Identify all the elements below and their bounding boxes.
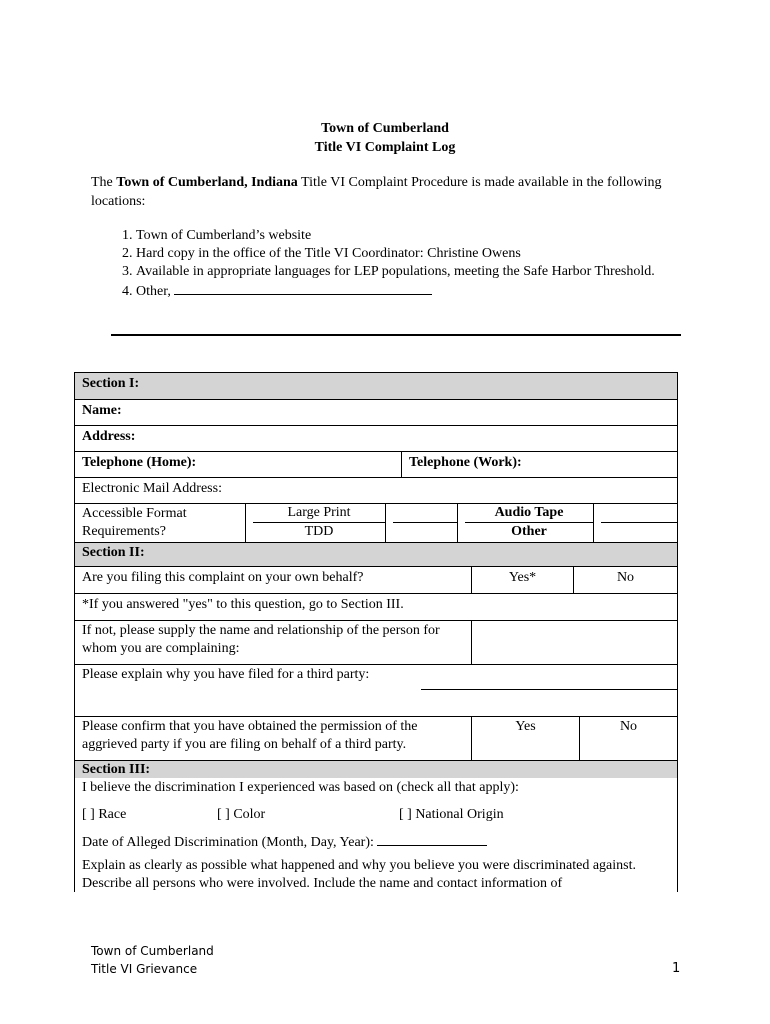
document-subtitle: Title VI Complaint Log (314, 140, 456, 155)
own-behalf-no-option[interactable]: No (573, 567, 677, 593)
format-checkbox-col-2 (593, 504, 677, 542)
own-behalf-question: Are you filing this complaint on your own behalf? (82, 570, 364, 585)
format-col-large-print (245, 504, 385, 542)
date-input-line[interactable] (377, 832, 487, 846)
location-item (136, 281, 696, 301)
intro-suffix: Title VI Complaint Procedure is made available in the following locations: (91, 175, 662, 209)
accessible-format-row (75, 504, 677, 542)
audio-tape-option[interactable]: Audio Tape (465, 504, 593, 523)
location-item (136, 245, 696, 263)
accessible-format-label: Accessible Format Requirements? (82, 506, 187, 539)
location-item (136, 227, 696, 245)
telephone-work-label[interactable]: Telephone (Work): (401, 452, 677, 477)
location-text: Other, (136, 284, 171, 299)
permission-no-option[interactable]: No (579, 717, 677, 760)
yes-note-row (75, 594, 677, 621)
address-label: Address: (82, 429, 136, 444)
third-party-row (75, 621, 677, 665)
section-3-heading: Section III: (82, 762, 151, 777)
explain-third-party-row (75, 665, 677, 717)
permission-row (75, 717, 677, 761)
name-row[interactable] (75, 400, 677, 426)
tdd-option[interactable]: TDD (304, 524, 334, 539)
section-divider (111, 334, 681, 336)
permission-yes-option[interactable]: Yes (471, 717, 579, 760)
yes-note: *If you answered "yes" to this question, go to Section III. (82, 597, 404, 612)
discrimination-basis-question: I believe the discrimination I experienced was based on (check all that apply): (82, 780, 519, 795)
own-behalf-row (75, 567, 677, 594)
format-checkbox-col-1 (385, 504, 457, 542)
race-checkbox[interactable]: [ ] Race (82, 807, 127, 822)
section-3-header (75, 761, 677, 778)
location-text: Town of Cumberland’s website (136, 228, 312, 243)
section-2-header (75, 542, 677, 567)
format-col-audio (457, 504, 593, 542)
location-item (136, 263, 696, 281)
intro-paragraph (91, 173, 671, 211)
other-option[interactable]: Other (511, 524, 547, 539)
address-row[interactable] (75, 426, 677, 452)
national-origin-checkbox[interactable]: [ ] National Origin (399, 807, 504, 822)
intro-prefix: The (91, 175, 117, 190)
email-row[interactable] (75, 478, 677, 504)
explain-third-party-line[interactable] (421, 689, 677, 690)
large-print-option[interactable]: Large Print (253, 504, 385, 523)
document-title: Town of Cumberland (321, 121, 449, 136)
large-print-checkbox[interactable] (393, 504, 457, 523)
page-number: 1 (672, 961, 681, 976)
footer-document: Title VI Grievance (91, 962, 198, 976)
section-1-heading: Section I: (82, 376, 140, 391)
explain-instructions: Explain as clearly as possible what happened and why you believe you were discriminated against. Describe all persons who were involved. Include the name and contact information of (82, 858, 636, 891)
locations-list (110, 227, 696, 301)
explain-third-party-label: Please explain why you have filed for a third party: (82, 667, 370, 682)
color-checkbox[interactable]: [ ] Color (217, 807, 266, 822)
location-text: Hard copy in the office of the Title VI Coordinator: Christine Owens (136, 246, 521, 261)
other-location-blank[interactable] (174, 281, 432, 295)
telephone-home-label[interactable]: Telephone (Home): (82, 455, 197, 470)
audio-tape-checkbox[interactable] (601, 504, 677, 523)
section-1-header (75, 373, 677, 400)
third-party-answer-field[interactable] (471, 621, 677, 664)
email-label: Electronic Mail Address: (82, 481, 222, 496)
footer-town: Town of Cumberland (91, 944, 214, 958)
location-text: Available in appropriate languages for LEP populations, meeting the Safe Harbor Threshold. (136, 264, 655, 279)
own-behalf-yes-option[interactable]: Yes* (471, 567, 573, 593)
third-party-question: If not, please supply the name and relationship of the person for whom you are complaining: (82, 623, 440, 656)
section-2-heading: Section II: (82, 545, 145, 560)
permission-question: Please confirm that you have obtained the permission of the aggrieved party if you are filing on behalf of a third party. (82, 719, 418, 752)
date-row (82, 832, 672, 852)
intro-town-name: Town of Cumberland, Indiana (116, 175, 298, 190)
telephone-row (75, 452, 677, 478)
complaint-form (74, 372, 678, 892)
name-label: Name: (82, 403, 122, 418)
date-label: Date of Alleged Discrimination (Month, Day, Year): (82, 835, 374, 850)
